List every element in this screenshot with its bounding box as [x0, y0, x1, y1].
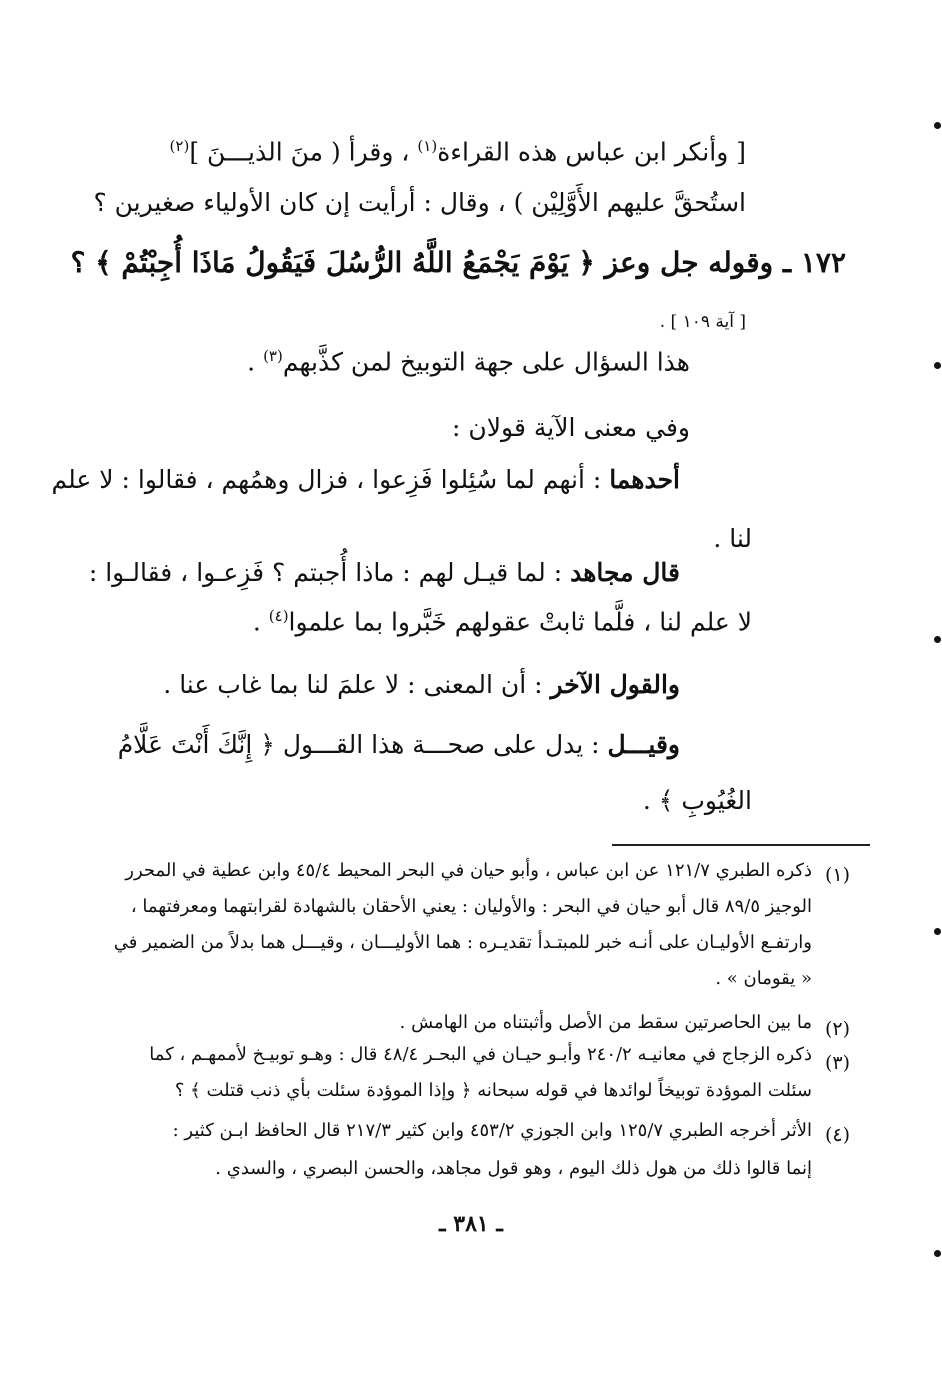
footnote-ref-3: (٣)	[263, 347, 283, 365]
footnote-ref-1: (١)	[417, 137, 438, 155]
body-line-2: استُحقَّ عليهم الأَوَّلِيْن ) ، وقال : أرأيت إن كان الأولياء صغيرين ؟	[93, 188, 746, 217]
footnote-number: (٤)	[824, 1124, 850, 1146]
paragraph-2: وفي معنى الآية قولان :	[452, 413, 690, 442]
footnote-number: (٢)	[824, 1018, 850, 1040]
first-opinion	[52, 465, 680, 494]
text-segment: .	[247, 347, 264, 377]
footnote-separator	[612, 844, 870, 846]
text-segment: : أن المعنى : لا علمَ لنا بما غاب عنا .	[163, 670, 551, 699]
mujahid-paragraph-cont	[253, 607, 752, 636]
text-segment: [ وأنكر ابن عباس هذه القراءة	[437, 137, 746, 167]
mujahid-label: قال مجاهد	[570, 558, 680, 587]
footnote-4-line: الأثر أخرجه الطبري ١٢٥/٧ وابن الجوزي ٤٥٣/٢ وابن كثير ٢١٧/٣ قال الحافظ ابـن كثير :	[172, 1120, 812, 1141]
footnote-ref-2: (٢)	[169, 137, 190, 155]
qila-paragraph	[118, 730, 680, 759]
text-segment: هذا السؤال على جهة التوبيخ لمن كذَّبهم	[282, 347, 690, 377]
footnote-1-line: الوجيز ٨٩/٥ قال أبو حيان في البحر : والأوليان : يعني الأحقان بالشهادة لقرابتهما ومعرفتهما ،	[130, 896, 812, 917]
ayah-reference: [ آية ١٠٩ ] .	[659, 312, 746, 332]
text-segment: .	[252, 607, 269, 637]
scan-mark	[934, 122, 941, 129]
footnote-number: (١)	[824, 864, 850, 886]
footnote-ref-4: (٤)	[268, 607, 289, 625]
text-segment: : يدل على صحـــة هذا القـــول ﴿ إِنَّكَ أَنْتَ عَلَّامُ	[117, 730, 608, 759]
second-opinion-label: والقول الآخر	[550, 670, 680, 699]
page-number: ـ ٣٨١ ـ	[439, 1211, 503, 1237]
scan-mark	[934, 362, 941, 369]
text-segment: : لما قيـل لهم : ماذا أُجبتم ؟ فَزِعـوا ، فقالـوا :	[88, 558, 571, 587]
text-segment: ، وقرأ ( منَ الذيـــنَ ]	[189, 137, 418, 167]
footnote-1-line: « يقومان » .	[715, 968, 812, 989]
footnote-1-line: وارتفـع الأوليـان على أنـه خبر للمبتـدأ تقديـره : هما الأوليـــان ، وقيـــل هما بدلاً من الضمير في	[113, 932, 812, 953]
verse-number: ١٧٢	[800, 246, 846, 279]
scan-mark	[934, 636, 941, 643]
footnote-3-line: سئلت الموؤدة توبيخاً لوائدها في قوله سبحانه ﴿ وإذا الموؤدة سئلت بأي ذنب قتلت ﴾ ؟	[174, 1080, 812, 1101]
footnote-2-line: ما بين الحاصرتين سقط من الأصل وأثبتناه من الهامش .	[399, 1012, 812, 1033]
text-segment: : أنهم لما سُئِلوا فَزِعوا ، فزال وهمُهم ، فقالوا : لا علم	[51, 465, 610, 494]
verse-intro: ـ وقوله جل وعز	[604, 246, 792, 279]
qila-label: وقيـــل	[607, 730, 680, 759]
text-segment: لا علم لنا ، فلَّما ثابتْ عقولهم خَبَّروا بما علموا	[288, 607, 752, 637]
second-opinion	[163, 670, 680, 699]
footnote-number: (٣)	[824, 1052, 850, 1074]
footnote-3-line: ذكره الزجاج في معانيـه ٢٤٠/٢ وأبـو حيـان في البحـر ٤٨/٤ قال : وهـو توبيـخ لأممهـم ، كما	[149, 1044, 812, 1065]
footnote-4-line: إنما قالوا ذلك من هول ذلك اليوم ، وهو قول مجاهد، والحسن البصري ، والسدي .	[215, 1158, 812, 1179]
quran-verse: ﴿ يَوْمَ يَجْمَعُ اللَّهُ الرُّسُلَ فَيَقُولُ مَاذَا أُجِبْتُمْ ﴾ ؟	[70, 246, 595, 279]
body-line-1	[170, 137, 746, 166]
verse-heading	[71, 246, 846, 279]
scan-mark	[934, 928, 941, 935]
paragraph-1	[247, 347, 690, 376]
first-opinion-cont: لنا .	[713, 524, 752, 553]
first-opinion-label: أحدهما	[609, 465, 680, 494]
mujahid-paragraph	[89, 558, 680, 587]
scan-mark	[934, 1250, 941, 1257]
footnote-1-line: ذكره الطبري ١٢١/٧ عن ابن عباس ، وأبو حيان في البحر المحيط ٤٥/٤ وابن عطية في المحرر	[125, 860, 812, 881]
qila-paragraph-cont: الغُيُوبِ ﴾ .	[642, 786, 752, 815]
